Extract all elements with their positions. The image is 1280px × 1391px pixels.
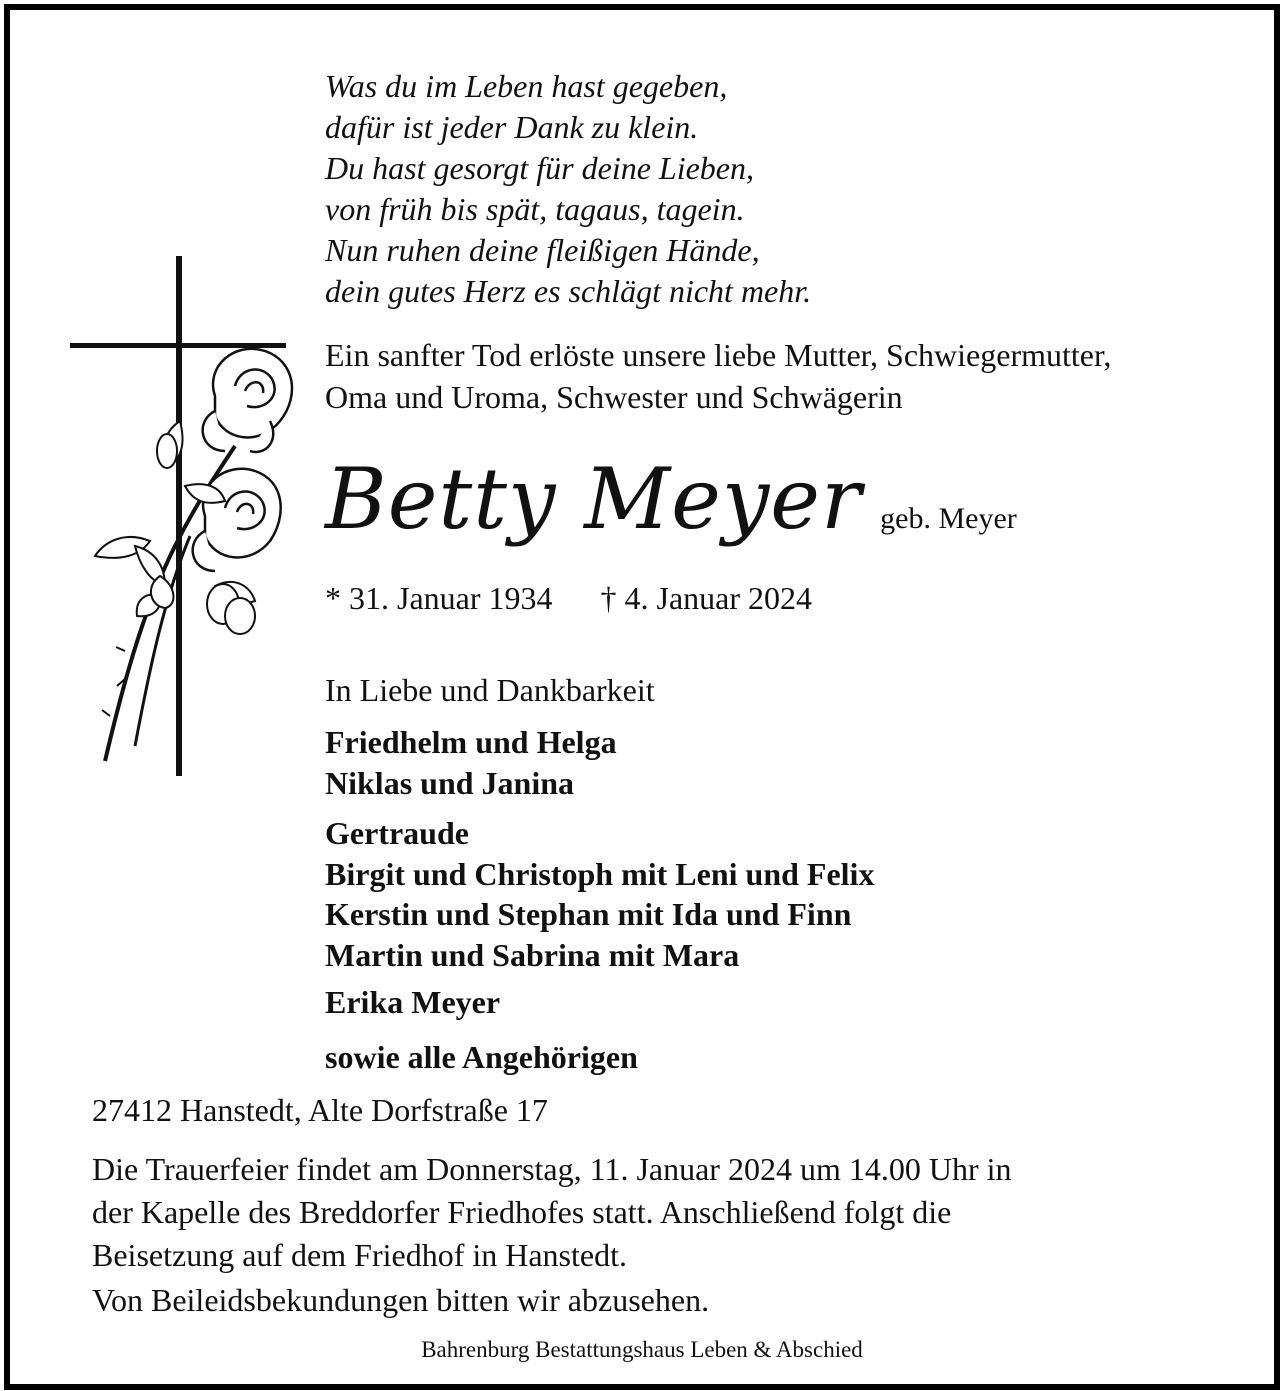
family-member: sowie alle Angehörigen	[325, 1038, 638, 1075]
life-dates	[325, 580, 812, 617]
intro-line: Ein sanfter Tod erlöste unsere liebe Mutter, Schwiegermutter,	[325, 337, 1112, 373]
address: 27412 Hanstedt, Alte Dorfstraße 17	[92, 1092, 548, 1128]
poem-line: Nun ruhen deine fleißigen Hände,	[325, 232, 760, 268]
intro-line: Oma und Uroma, Schwester und Schwägerin	[325, 379, 903, 415]
ceremony-line: Die Trauerfeier findet am Donnerstag, 11. Januar 2024 um 14.00 Uhr in	[92, 1151, 1012, 1187]
deceased-name: Betty Meyer	[325, 450, 863, 548]
family-group	[325, 1037, 874, 1078]
poem-line: dein gutes Herz es schlägt nicht mehr.	[325, 273, 812, 309]
family-group	[325, 982, 874, 1023]
funeral-home: Bahrenburg Bestattungshaus Leben & Abschied	[421, 1337, 863, 1362]
family-group	[325, 722, 874, 803]
family-member: Niklas und Janina	[325, 764, 575, 801]
thanks-line: In Liebe und Dankbarkeit	[325, 672, 655, 708]
obituary-frame	[4, 4, 1280, 1390]
death-date: † 4. Januar 2024	[600, 580, 813, 616]
intro-text	[325, 334, 1111, 418]
cross-with-roses-icon	[65, 246, 295, 776]
condolence-note: Von Beileidsbekundungen bitten wir abzusehen.	[92, 1282, 710, 1318]
family-group	[325, 813, 874, 975]
poem	[325, 66, 811, 312]
family-list	[325, 722, 874, 1077]
deceased-name-row	[325, 450, 1017, 548]
ceremony-info	[92, 1148, 1012, 1277]
family-member: Gertraude	[325, 815, 469, 851]
poem-line: dafür ist jeder Dank zu klein.	[325, 109, 699, 145]
birth-date: * 31. Januar 1934	[325, 580, 553, 616]
family-member: Friedhelm und Helga	[325, 724, 617, 760]
poem-line: von früh bis spät, tagaus, tagein.	[325, 191, 745, 227]
obituary-content	[10, 10, 1274, 1384]
birth-name: geb. Meyer	[880, 502, 1017, 535]
family-member: Martin und Sabrina mit Mara	[325, 936, 740, 973]
family-member: Erika Meyer	[325, 984, 501, 1020]
ceremony-line: der Kapelle des Breddorfer Friedhofes statt. Anschließend folgt die	[92, 1194, 952, 1230]
family-member: Birgit und Christoph mit Leni und Felix	[325, 855, 875, 892]
poem-line: Was du im Leben hast gegeben,	[325, 68, 728, 104]
poem-line: Du hast gesorgt für deine Lieben,	[325, 150, 754, 186]
family-member: Kerstin und Stephan mit Ida und Finn	[325, 896, 852, 932]
ceremony-line: Beisetzung auf dem Friedhof in Hanstedt.	[92, 1237, 627, 1273]
